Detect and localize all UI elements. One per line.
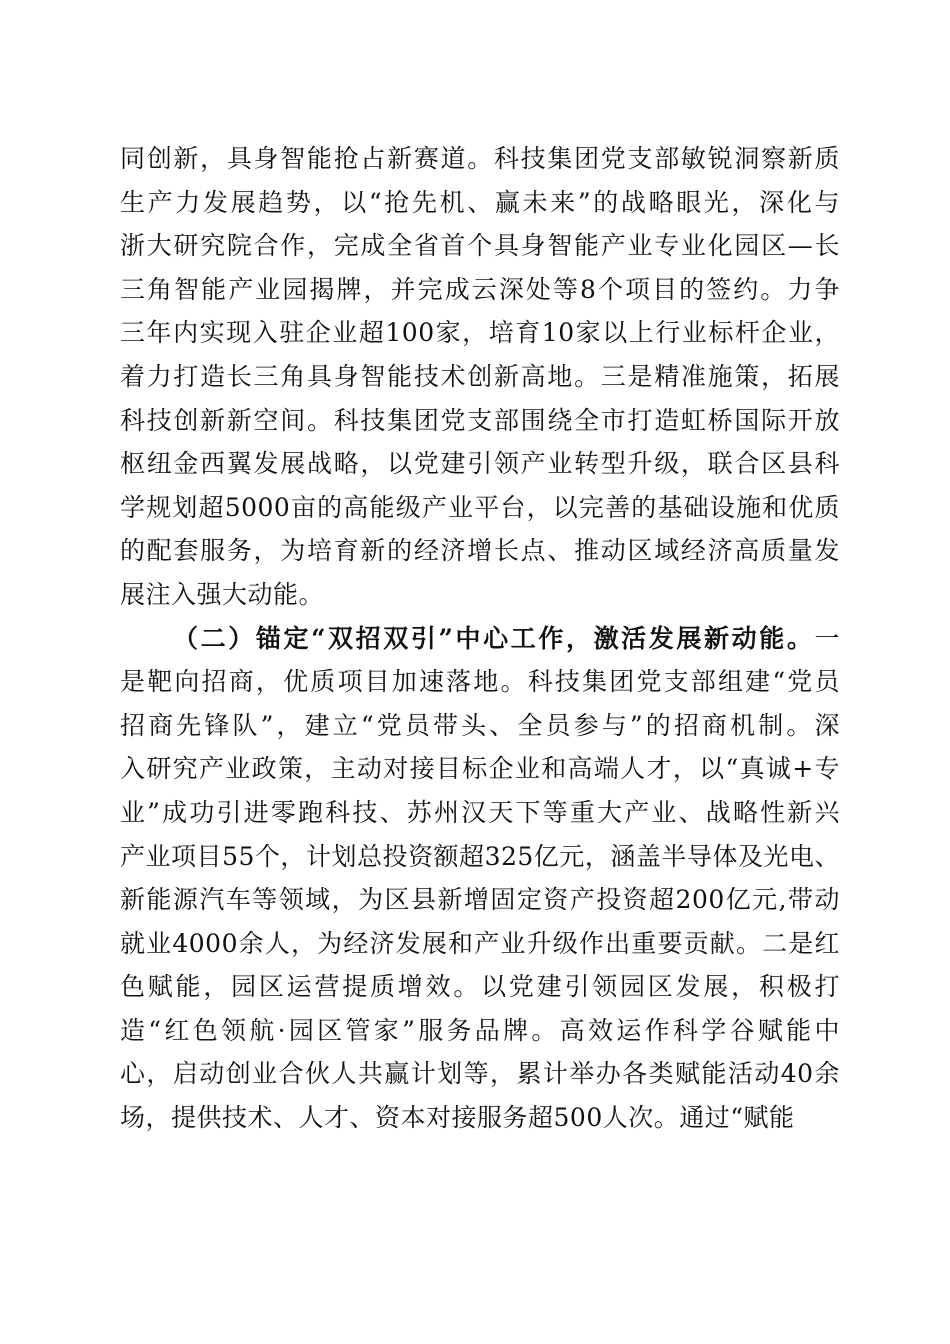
paragraph-line: 心，启动创业合伙人共赢计划等，累计举办各类赋能活动40余 (120, 1059, 840, 1089)
paragraph-line: 入研究产业政策，主动对接目标企业和高端人才，以“真诚+专 (120, 754, 840, 784)
paragraph-line: 产业项目55个，计划总投资额超325亿元，涵盖半导体及光电、 (120, 841, 840, 871)
paragraph-line: 浙大研究院合作，完成全省首个具身智能产业专业化园区—长 (120, 231, 840, 261)
paragraph-line: 三年内实现入驻企业超100家，培育10家以上行业标杆企业， (120, 318, 840, 348)
paragraph-line: 展注入强大动能。 (120, 579, 325, 609)
paragraph-line: 就业4000余人，为经济发展和产业升级作出重要贡献。二是红 (120, 928, 840, 958)
paragraph-line: 业”成功引进零跑科技、苏州汉天下等重大产业、战略性新兴 (120, 797, 840, 827)
body-text (120, 137, 840, 1140)
paragraph-line: 色赋能，园区运营提质增效。以党建引领园区发展，积极打 (120, 972, 840, 1002)
heading-line-rest: 一 (814, 623, 840, 653)
paragraph-line: 科技创新新空间。科技集团党支部围绕全市打造虹桥国际开放 (120, 405, 840, 435)
paragraph-line: 场，提供技术、人才、资本对接服务超500人次。通过“赋能 (120, 1103, 795, 1133)
paragraph-2 (120, 617, 840, 1140)
paragraph-line: 新能源汽车等领域，为区县新增固定资产投资超200亿元,带动 (120, 885, 840, 915)
paragraph-line: 学规划超5000亩的高能级产业平台，以完善的基础设施和优质 (120, 492, 840, 522)
paragraph-line: 生产力发展趋势，以“抢先机、赢未来”的战略眼光，深化与 (120, 187, 840, 217)
paragraph-line: 是靶向招商，优质项目加速落地。科技集团党支部组建“党员 (120, 667, 840, 697)
paragraph-line: 的配套服务，为培育新的经济增长点、推动区域经济高质量发 (120, 536, 840, 566)
paragraph-line: 同创新，具身智能抢占新赛道。科技集团党支部敏锐洞察新质 (120, 144, 840, 173)
paragraph-line: 招商先锋队”，建立“党员带头、全员参与”的招商机制。深 (120, 710, 840, 740)
paragraph-line: 三角智能产业园揭牌，并完成云深处等8个项目的签约。力争 (120, 274, 840, 304)
paragraph-line: 枢纽金西翼发展战略，以党建引领产业转型升级，联合区县科 (120, 449, 840, 479)
section-heading: （二）锚定“双招双引”中心工作，激活发展新动能。 (173, 623, 815, 653)
paragraph-1 (120, 137, 840, 617)
paragraph-line: 造“红色领航·园区管家”服务品牌。高效运作科学谷赋能中 (120, 1015, 840, 1045)
paragraph-heading-line (120, 617, 840, 661)
paragraph-line: 着力打造长三角具身智能技术创新高地。三是精准施策，拓展 (120, 361, 840, 391)
